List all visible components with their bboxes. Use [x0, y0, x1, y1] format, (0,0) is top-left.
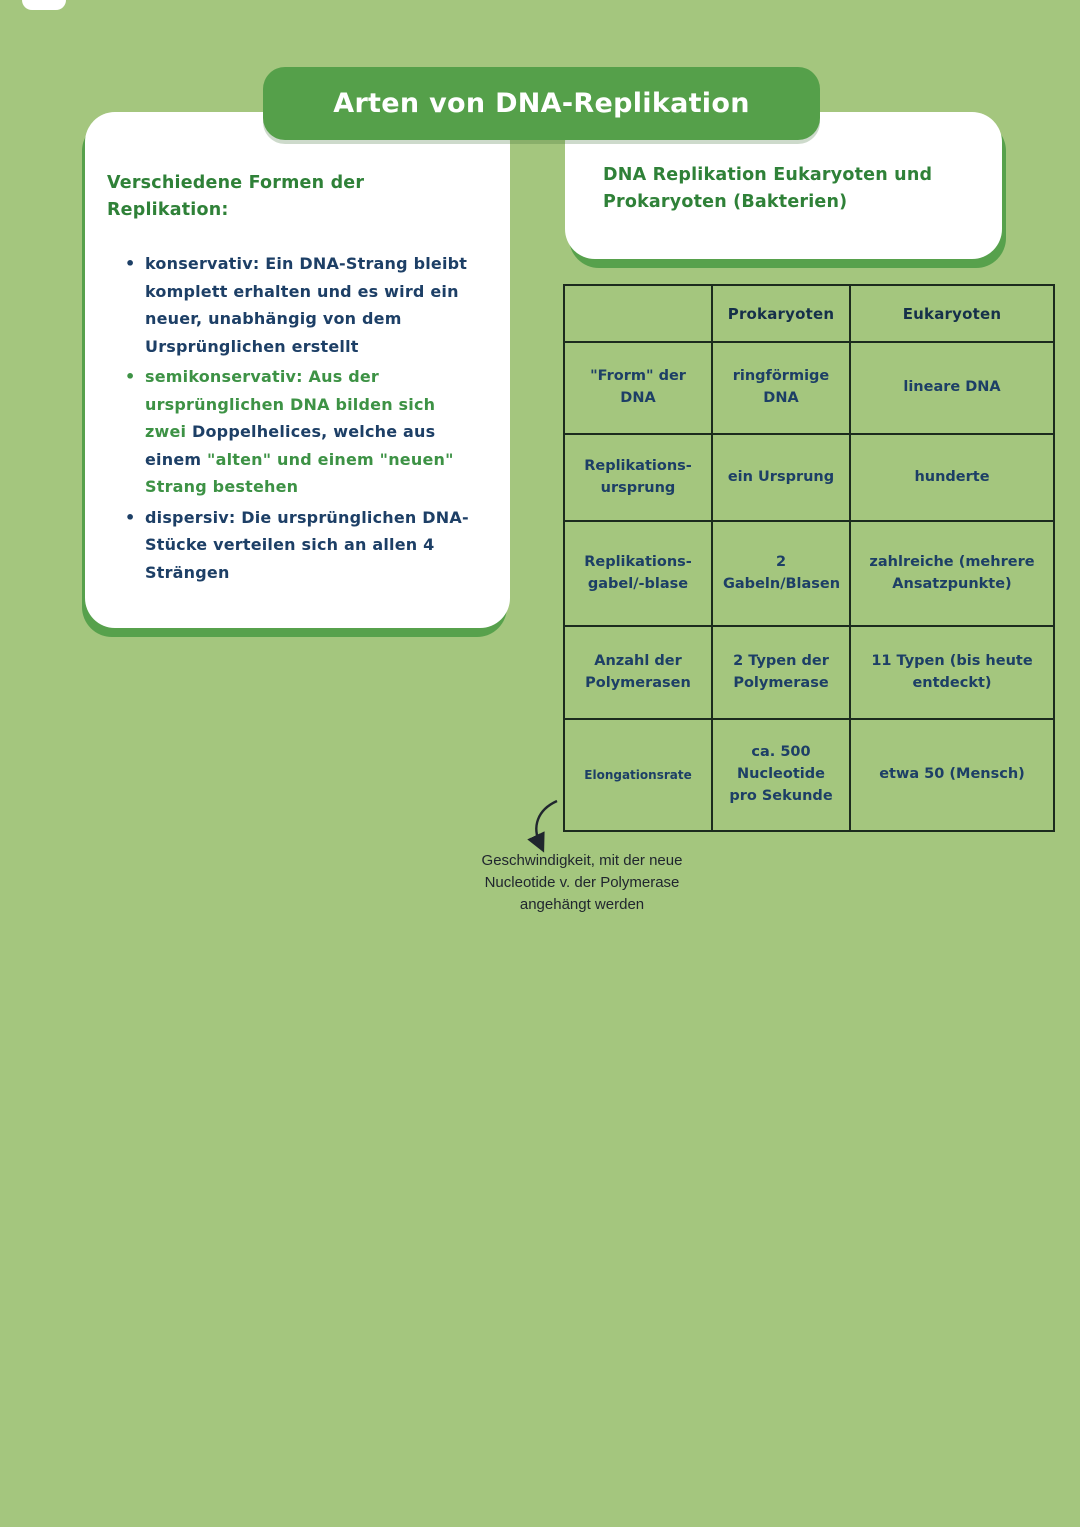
- bullet-text: "alten" und einem "neuen" Strang bestehen: [145, 449, 454, 496]
- table-cell: etwa 50 (Mensch): [850, 719, 1054, 831]
- bullet-term: konservativ:: [145, 254, 260, 273]
- row-label: Elongationsrate: [564, 719, 712, 831]
- table-cell: ein Ursprung: [712, 434, 850, 521]
- row-label: "Frorm" der DNA: [564, 342, 712, 434]
- bullet-text: Ein DNA-Strang bleibt komplett erhalten und es wird ein neuer, unabhängig von dem Ursprünglichen erstellt: [145, 254, 468, 356]
- list-item-semikonservativ: [123, 363, 478, 501]
- bullet-term: semikonservativ:: [145, 367, 303, 386]
- annotation-arrow: [524, 798, 564, 854]
- bullet-term: dispersiv:: [145, 507, 236, 527]
- table-row: [564, 719, 1054, 831]
- table-row: [564, 626, 1054, 719]
- table-cell: ringförmige DNA: [712, 342, 850, 434]
- comparison-table: [563, 284, 1055, 832]
- page-edge-artifact: [22, 0, 66, 10]
- page-title-banner: [263, 67, 820, 140]
- table-cell: 2 Gabeln/Blasen: [712, 521, 850, 626]
- column-header-empty: [564, 285, 712, 342]
- table-cell: ca. 500 Nucleotide pro Sekunde: [712, 719, 850, 831]
- table-row: [564, 434, 1054, 521]
- row-label: Anzahl der Polymerasen: [564, 626, 712, 719]
- table-row: [564, 342, 1054, 434]
- page-title: Arten von DNA-Replikation: [333, 88, 750, 119]
- list-item-konservativ: [123, 250, 478, 360]
- list-item-dispersiv: [123, 504, 478, 587]
- bullet-text: Die ursprünglichen DNA-Stücke verteilen sich an allen 4 Strängen: [145, 507, 469, 582]
- table-row: [564, 521, 1054, 626]
- table-header-row: [564, 285, 1054, 342]
- row-label: Replikations-gabel/-blase: [564, 521, 712, 626]
- annotation-text: Geschwindigkeit, mit der neue Nucleotide v. der Polymerase angehängt werden: [481, 852, 683, 913]
- bullet-text: Aus der ursprünglichen DNA bilden sich zwei: [145, 367, 436, 441]
- table-cell: 2 Typen der Polymerase: [712, 626, 850, 719]
- table-cell: zahlreiche (mehrere Ansatzpunkte): [850, 521, 1054, 626]
- bullet-text: Doppelhelices, welche aus einem: [145, 422, 436, 469]
- column-header-eukaryoten: Eukaryoten: [850, 285, 1054, 342]
- column-header-prokaryoten: Prokaryoten: [712, 285, 850, 342]
- table-cell: hunderte: [850, 434, 1054, 521]
- replication-forms-heading: Verschiedene Formen der Replikation:: [107, 173, 365, 220]
- comparison-heading: DNA Replikation Eukaryoten und Prokaryoten (Bakterien): [603, 165, 933, 212]
- row-label: Replikations-ursprung: [564, 434, 712, 521]
- replication-forms-card: [85, 112, 510, 628]
- replication-forms-list: [107, 250, 480, 586]
- table-cell: lineare DNA: [850, 342, 1054, 434]
- table-cell: 11 Typen (bis heute entdeckt): [850, 626, 1054, 719]
